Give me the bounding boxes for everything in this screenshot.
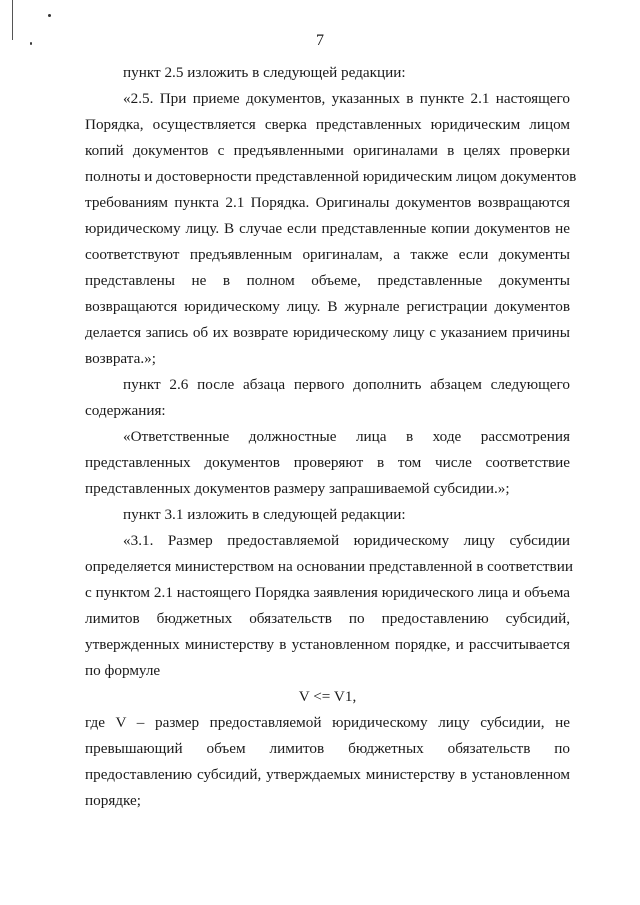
- text-line: пункт 2.6 после абзаца первого дополнить абзацем следующего: [123, 376, 570, 393]
- text-line: полноты и достоверности представленной юридическим лицом документов: [85, 168, 577, 185]
- text-line: «3.1. Размер предоставляемой юридическому лицу субсидии: [123, 532, 570, 549]
- text-line: «2.5. При приеме документов, указанных в пункте 2.1 настоящего: [123, 90, 570, 107]
- text-line: копий документов с предъявленными оригиналами в целях проверки: [85, 142, 570, 159]
- text-line: по формуле: [85, 662, 161, 679]
- text-line: утвержденных министерству в установленном порядке, и рассчитывается: [85, 636, 570, 653]
- text-line: представленных документов проверяют в том числе соответствие: [85, 454, 570, 471]
- text-line: требованиям пункта 2.1 Порядка. Оригиналы документов возвращаются: [85, 194, 570, 211]
- text-line: где V – размер предоставляемой юридическому лицу субсидии, не: [85, 714, 570, 731]
- text-line: соответствуют предъявленным оригиналам, а также если документы: [85, 246, 570, 263]
- text-line: пункт 3.1 изложить в следующей редакции:: [123, 506, 406, 523]
- text-line: делается запись об их возврате юридическому лицу с указанием причины: [85, 324, 570, 341]
- text-line: V <= V1,: [298, 688, 357, 705]
- scan-speck: [48, 14, 51, 17]
- page-number: 7: [316, 32, 324, 49]
- text-line: пункт 2.5 изложить в следующей редакции:: [123, 64, 406, 81]
- text-line: лимитов бюджетных обязательств по предоставлению субсидий,: [85, 610, 570, 627]
- text-line: Порядка, осуществляется сверка представленных юридическим лицом: [85, 116, 570, 133]
- text-line: возврата.»;: [85, 350, 156, 367]
- text-line: определяется министерством на основании представленной в соответствии: [85, 558, 573, 575]
- text-line: содержания:: [85, 402, 166, 419]
- text-line: юридическому лицу. В случае если представленные копии документов не: [85, 220, 570, 237]
- text-line: превышающий объем лимитов бюджетных обязательств по: [85, 740, 570, 757]
- text-line: представлены не в полном объеме, представленные документы: [85, 272, 570, 289]
- text-line: представленных документов размеру запрашиваемой субсидии.»;: [85, 480, 510, 497]
- document-body: [85, 60, 577, 814]
- text-line: порядке;: [85, 792, 141, 809]
- text-line: с пунктом 2.1 настоящего Порядка заявления юридического лица и объема: [85, 584, 570, 601]
- text-line: предоставлению субсидий, утверждаемых министерству в установленном: [85, 766, 570, 783]
- text-line: возвращаются юридическому лицу. В журнале регистрации документов: [85, 298, 570, 315]
- text-line: «Ответственные должностные лица в ходе рассмотрения: [123, 428, 570, 445]
